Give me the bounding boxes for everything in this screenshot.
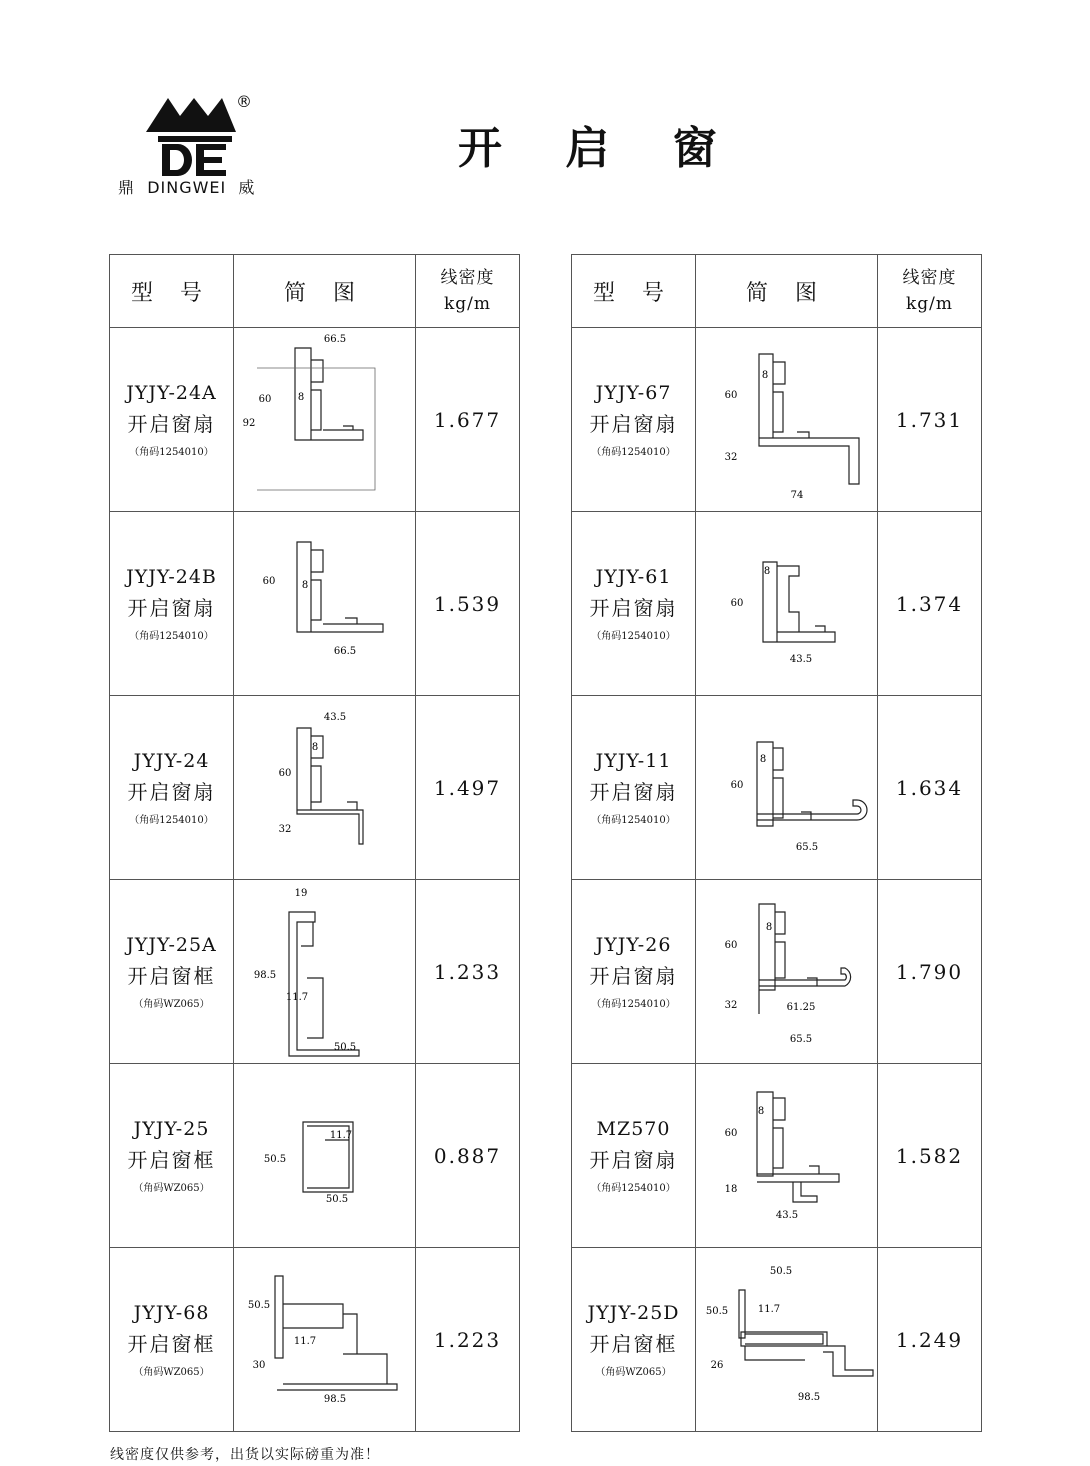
header-model: 型 号: [572, 255, 696, 328]
density-value: 1.233: [433, 959, 502, 984]
registered-mark: ®: [236, 92, 252, 111]
profile-sketch: [697, 330, 877, 510]
dimension-label: 26: [710, 1359, 723, 1371]
model-cell: [572, 1064, 696, 1248]
profile-outline: [297, 542, 383, 632]
table-row: [110, 1064, 520, 1248]
dimension-label: 61.25: [786, 1001, 815, 1013]
model-code: JYJY-24B: [126, 565, 217, 588]
model-name: 开启窗扇: [127, 595, 216, 620]
dimension-label: 8: [757, 1105, 764, 1117]
model-name: 开启窗框: [589, 1331, 678, 1356]
profile-sketch: [697, 514, 877, 694]
profile-sketch: [235, 882, 415, 1062]
model-name: 开启窗框: [127, 963, 216, 988]
footnote: 线密度仅供参考，出货以实际磅重为准！: [110, 1447, 380, 1463]
dimension-label: 50.5: [705, 1305, 728, 1317]
corner-piece-note: （角码1254010）: [591, 630, 676, 642]
dimension-label: 8: [301, 579, 308, 591]
dimension-label: 8: [761, 369, 768, 381]
corner-piece-note: （角码1254010）: [591, 998, 676, 1010]
model-name: 开启窗扇: [589, 963, 678, 988]
corner-piece-note: （角码WZ065）: [133, 1366, 210, 1378]
corner-piece-note: （角码WZ065）: [133, 998, 210, 1010]
model-cell: [110, 512, 234, 696]
density-value: 0.887: [433, 1143, 502, 1168]
profile-outline: [739, 1290, 873, 1376]
dimension-label: 50.5: [333, 1041, 356, 1053]
model-code: JYJY-25D: [587, 1301, 680, 1324]
profile-diagram-cell: [696, 328, 878, 512]
brand-name: 鼎 DINGWEI 威: [118, 178, 256, 197]
profile-sketch: [697, 698, 877, 878]
density-cell: [878, 880, 982, 1064]
dimension-label: 60: [278, 767, 291, 779]
model-code: MZ570: [596, 1117, 671, 1140]
dimension-label: 60: [730, 779, 743, 791]
corner-piece-note: （角码1254010）: [591, 446, 676, 458]
model-cell: [110, 880, 234, 1064]
density-value: 1.249: [895, 1327, 964, 1352]
table-row: [572, 328, 982, 512]
model-code: JYJY-24A: [126, 381, 217, 404]
dimension-label: 60: [724, 939, 737, 951]
dimension-label: 8: [763, 565, 770, 577]
model-name: 开启窗扇: [127, 411, 216, 436]
profile-sketch: [697, 882, 877, 1062]
dimension-label: 60: [724, 1127, 737, 1139]
density-cell: [416, 512, 520, 696]
model-cell: [110, 1064, 234, 1248]
model-code: JYJY-68: [133, 1301, 210, 1324]
density-value: 1.634: [895, 775, 964, 800]
model-name: 开启窗扇: [127, 779, 216, 804]
density-value: 1.497: [433, 775, 502, 800]
dimension-label: 60: [724, 389, 737, 401]
table-row: [572, 696, 982, 880]
profile-diagram-cell: [696, 512, 878, 696]
model-code: JYJY-67: [595, 381, 672, 404]
page-title: 开 启 窗: [458, 123, 741, 174]
profile-diagram-cell: [696, 1248, 878, 1432]
dimension-label: 66.5: [323, 333, 346, 345]
profile-sketch: [235, 698, 415, 878]
profile-diagram-cell: [696, 880, 878, 1064]
dimension-label: 60: [258, 393, 271, 405]
profile-sketch: [235, 1066, 415, 1246]
table-row: [572, 1248, 982, 1432]
table-header: [110, 255, 520, 328]
model-code: JYJY-24: [133, 749, 210, 772]
profile-diagram-cell: [234, 512, 416, 696]
profile-outline: [759, 904, 851, 1014]
density-cell: [416, 696, 520, 880]
profile-outline: [763, 562, 835, 642]
header-diagram: 简 图: [696, 255, 878, 328]
header-density: 线密度 kg/m: [878, 255, 982, 328]
corner-piece-note: （角码WZ065）: [595, 1366, 672, 1378]
corner-piece-note: （角码1254010）: [591, 1182, 676, 1194]
density-value: 1.223: [433, 1327, 502, 1352]
model-name: 开启窗扇: [589, 595, 678, 620]
corner-piece-note: （角码1254010）: [129, 446, 214, 458]
dimension-label: 98.5: [253, 969, 276, 981]
dimension-label: 8: [311, 741, 318, 753]
table-header: [572, 255, 982, 328]
spec-table-right: [571, 254, 982, 1432]
dimension-label: 43.5: [775, 1209, 798, 1221]
density-cell: [878, 1064, 982, 1248]
profile-diagram-cell: [234, 880, 416, 1064]
model-cell: [572, 328, 696, 512]
profile-outline: [759, 354, 859, 484]
model-cell: [110, 1248, 234, 1432]
density-value: 1.677: [433, 407, 502, 432]
table-row: [110, 1248, 520, 1432]
profile-sketch: [235, 1250, 415, 1430]
dimension-label: 66.5: [333, 645, 356, 657]
dimension-label: 65.5: [795, 841, 818, 853]
table-row: [110, 880, 520, 1064]
spec-table-left: [109, 254, 520, 1432]
density-cell: [878, 512, 982, 696]
profile-outline: [289, 912, 359, 1056]
dimension-label: 8: [297, 391, 304, 403]
density-cell: [878, 328, 982, 512]
profile-outline: [295, 348, 363, 440]
profile-diagram-cell: [696, 696, 878, 880]
dimension-label: 32: [278, 823, 291, 835]
profile-outline: [297, 728, 363, 844]
model-code: JYJY-61: [595, 565, 672, 588]
profile-outline: [757, 742, 867, 826]
table-row: [572, 1064, 982, 1248]
model-cell: [572, 1248, 696, 1432]
profile-diagram-cell: [234, 1064, 416, 1248]
dimension-label: 32: [724, 999, 737, 1011]
model-code: JYJY-11: [595, 749, 672, 772]
dimension-label: 30: [252, 1359, 265, 1371]
dimension-label: 65.5: [789, 1033, 812, 1045]
header-density: 线密度 kg/m: [416, 255, 520, 328]
model-name: 开启窗扇: [589, 411, 678, 436]
model-name: 开启窗扇: [589, 1147, 678, 1172]
profile-sketch: [235, 514, 415, 694]
model-name: 开启窗框: [127, 1147, 216, 1172]
table-row: [572, 880, 982, 1064]
model-name: 开启窗扇: [589, 779, 678, 804]
density-cell: [416, 1248, 520, 1432]
model-cell: [110, 328, 234, 512]
density-value: 1.582: [895, 1143, 964, 1168]
dimension-label: 11.7: [285, 991, 308, 1003]
dimension-label: 43.5: [323, 711, 346, 723]
table-row: [572, 512, 982, 696]
model-cell: [572, 880, 696, 1064]
dimension-line: [257, 368, 375, 490]
dimension-label: 98.5: [797, 1391, 820, 1403]
table-row: [110, 512, 520, 696]
model-cell: [110, 696, 234, 880]
header-model: 型 号: [110, 255, 234, 328]
density-cell: [416, 328, 520, 512]
dimension-label: 18: [724, 1183, 737, 1195]
corner-piece-note: （角码1254010）: [129, 630, 214, 642]
dimension-label: 19: [294, 887, 307, 899]
dimension-label: 32: [724, 451, 737, 463]
dimension-label: 11.7: [757, 1303, 780, 1315]
density-cell: [878, 696, 982, 880]
profile-diagram-cell: [234, 328, 416, 512]
dimension-label: 50.5: [325, 1193, 348, 1205]
profile-diagram-cell: [234, 696, 416, 880]
model-code: JYJY-25: [133, 1117, 210, 1140]
model-cell: [572, 696, 696, 880]
profile-sketch: [697, 1250, 877, 1430]
profile-sketch: [235, 330, 415, 510]
density-cell: [416, 880, 520, 1064]
model-cell: [572, 512, 696, 696]
profile-diagram-cell: [234, 1248, 416, 1432]
corner-piece-note: （角码1254010）: [591, 814, 676, 826]
density-cell: [878, 1248, 982, 1432]
profile-outline: [275, 1276, 397, 1390]
model-code: JYJY-26: [595, 933, 672, 956]
dimension-label: 43.5: [789, 653, 812, 665]
corner-piece-note: （角码WZ065）: [133, 1182, 210, 1194]
dimension-label: 74: [790, 489, 803, 501]
header-diagram: 简 图: [234, 255, 416, 328]
profile-outline: [757, 1092, 839, 1202]
corner-piece-note: （角码1254010）: [129, 814, 214, 826]
dimension-label: 11.7: [293, 1335, 316, 1347]
dimension-label: 60: [262, 575, 275, 587]
table-row: [110, 696, 520, 880]
dimension-label: 50.5: [769, 1265, 792, 1277]
model-code: JYJY-25A: [126, 933, 217, 956]
dimension-label: 60: [730, 597, 743, 609]
density-value: 1.374: [895, 591, 964, 616]
density-value: 1.790: [895, 959, 964, 984]
table-row: [110, 328, 520, 512]
dimension-label: 8: [765, 921, 772, 933]
dimension-label: 92: [242, 417, 255, 429]
profile-sketch: [697, 1066, 877, 1246]
dimension-label: 11.7: [329, 1129, 352, 1141]
dimension-label: 98.5: [323, 1393, 346, 1405]
density-cell: [416, 1064, 520, 1248]
density-value: 1.539: [433, 591, 502, 616]
profile-diagram-cell: [696, 1064, 878, 1248]
dimension-label: 8: [759, 753, 766, 765]
density-value: 1.731: [895, 407, 964, 432]
model-name: 开启窗框: [127, 1331, 216, 1356]
dimension-label: 50.5: [263, 1153, 286, 1165]
dimension-label: 50.5: [247, 1299, 270, 1311]
